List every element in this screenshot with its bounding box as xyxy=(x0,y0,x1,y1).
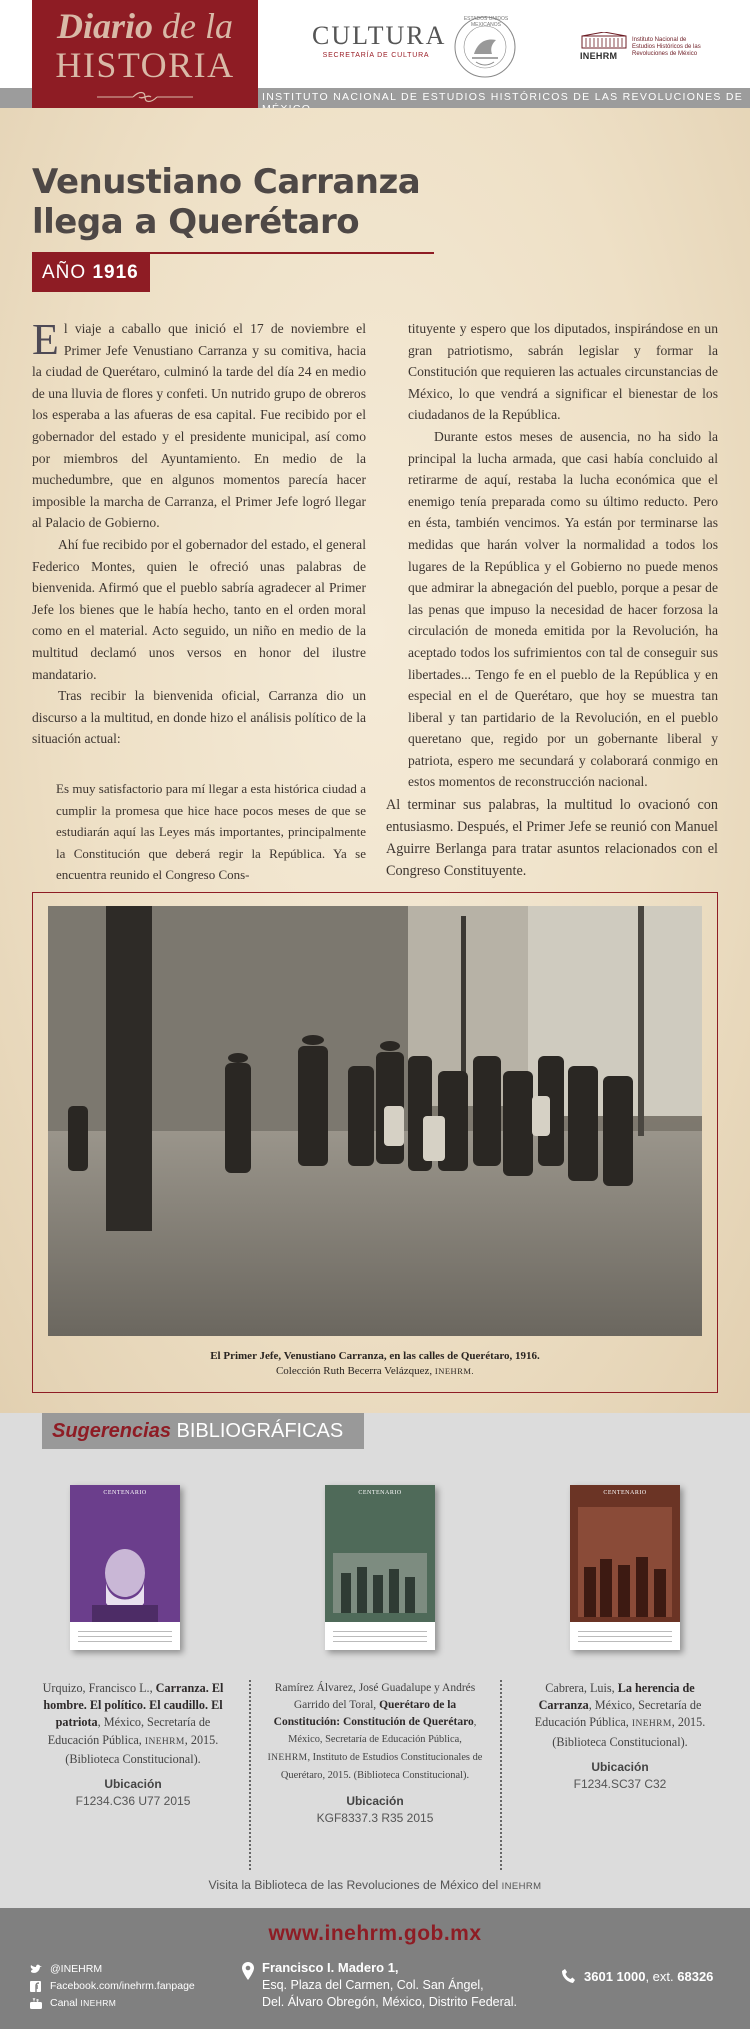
website-link[interactable]: www.inehrm.gob.mx xyxy=(268,1922,482,1945)
institute-band-text: INSTITUTO NACIONAL DE ESTUDIOS HISTÓRICOS DE LAS REVOLUCIONES DE xyxy=(262,91,744,103)
address-line-3: Del. Álvaro Obregón, México, Distrito Federal. xyxy=(262,1995,517,2009)
ornament-icon xyxy=(95,90,195,104)
crowd-photo-icon xyxy=(333,1553,427,1613)
suggestions-title-italic: Sugerencias xyxy=(52,1420,171,1442)
book-reference-2 xyxy=(266,1680,484,1826)
year-label: AÑO xyxy=(42,262,87,283)
cultura-logo-subtext: SECRETARÍA DE CULTURA xyxy=(322,52,430,59)
reference-3-citation: Cabrera, Luis, La herencia de Carranza, México, Secretaría de Educación Pública, INEHRM, 2015. (Biblioteca Constitucional). xyxy=(534,1681,706,1749)
article-title: Venustiano Carranza llega a Querétaro xyxy=(32,162,421,242)
address xyxy=(262,1959,517,2011)
book-cover-3-label: CENTENARIO xyxy=(603,1490,647,1496)
divider xyxy=(500,1680,502,1870)
reference-1-title[interactable]: Carranza. El hombre. El político. El caudillo. El patriota xyxy=(43,1681,224,1730)
book-reference-1 xyxy=(38,1680,228,1810)
book-reference-3 xyxy=(520,1680,720,1793)
twitter-icon xyxy=(30,1964,42,1975)
quote-part-2: tituyente y espero que los diputados, inspirándose en un gran patriotismo, sabrán legislar y formar la Constitución que requieren las actuales circunstancias de México, lo que vendrá a significar el bienestar de los ciudadanos de la República. xyxy=(408,321,718,423)
facebook-icon xyxy=(30,1981,42,1992)
quote-part-1: Es muy satisfactorio para mí llegar a esta histórica ciudad a cumplir la promesa que hice hace pocos meses de que se estudiarán aquí las Leyes más importantes, principalmente la Constitución que deberá regir la República. Ya se encuentra reunido el Congreso Cons- xyxy=(56,781,366,883)
book-cover-2[interactable] xyxy=(325,1485,435,1650)
portrait-icon xyxy=(92,1543,158,1622)
divider xyxy=(249,1680,251,1870)
visit-text: Visita la Biblioteca de las Revoluciones de México del xyxy=(208,1878,499,1892)
quote-part-3: Durante estos meses de ausencia, no ha sido la principal la lucha armada, que casi había concluido al retirarme de aquí, restaba la lucha económica que el enemigo tenía preparada como su último reducto. Pero en ésta, también vencimos. Ya están por terminarse las medidas que harán volver la normalidad a todos los lugares de la República y el Gobierno no puede menos que admirar la abnegación del pueblo, porque a pesar de las penas que impuso la necesidad de hacer forzosa la circulación de moneda emitida por la Revolución, ha aceptado todos los sufrimientos con tal de conseguir sus libertades... Tengo fe en el pueblo de la República y en especial en el de Querétaro, que hoy se muestra tan liberal y tan partidario de la Revolución, en el pueblo queretano que, regido por un gobernante liberal y patriota, espero me secundará y colaborará conmigo en estos momentos de reconstrucción nacional. xyxy=(408,428,718,790)
social-links xyxy=(30,1961,195,2012)
phone-number[interactable] xyxy=(566,1969,713,1984)
visit-inehrm: INEHRM xyxy=(501,1881,542,1892)
inehrm-logo-subtext: Instituto Nacional de Estudios Históricos de las Revoluciones de México xyxy=(632,37,701,57)
youtube-inehrm: INEHRM xyxy=(80,1998,117,2008)
masthead-dela: de la xyxy=(153,6,233,46)
book-cover-3-art xyxy=(570,1485,680,1622)
reference-1-location-label: Ubicación xyxy=(104,1777,162,1792)
book-cover-3-footer xyxy=(570,1622,680,1650)
suggestions-title-rest: BIBLIOGRÁFICAS xyxy=(170,1420,344,1442)
article-column-right xyxy=(408,318,718,793)
twitter-link[interactable] xyxy=(30,1961,195,1978)
youtube-link[interactable] xyxy=(30,1995,195,2012)
drop-cap: E xyxy=(32,315,59,364)
suggestions-title xyxy=(42,1413,364,1449)
facebook-url: Facebook.com/inehrm.fanpage xyxy=(50,1980,195,1992)
photo-caption xyxy=(32,1349,718,1379)
address-street: Francisco I. Madero 1, xyxy=(262,1960,399,1975)
reference-3-title[interactable]: La herencia de Carranza xyxy=(538,1681,695,1713)
youtube-label: Canal xyxy=(50,1997,78,2009)
reference-3-location: F1234.SC37 C32 xyxy=(573,1777,667,1792)
masthead-title-line2: HISTORIA xyxy=(55,45,235,85)
caption-credit-text: Colección Ruth Becerra Velázquez, xyxy=(275,1365,433,1377)
paragraph-2: Ahí fue recibido por el gobernador del estado, el general Federico Montes, quien le ofreció unas palabras de bienvenida. Afirmó que el pueblo sabría agradecer al Primer Jefe los bienes que le había hecho, tanto en el orden moral como en el material. Acto seguido, un niño en medio de la multitud declamó unos versos en honor del ilustre mandatario. xyxy=(32,536,366,682)
crowd-photo-icon xyxy=(578,1507,672,1617)
phone-ext-number: 68326 xyxy=(677,1969,714,1984)
inehrm-logo-text: INEHRM xyxy=(580,51,618,61)
closing-paragraph: Al terminar sus palabras, la multitud lo ovacionó con entusiasmo. Después, el Primer Jefe se reunió con Manuel Aguirre Berlanga para tratar asuntos relacionados con el Congreso Constituyente. xyxy=(386,797,718,879)
caption-credit-inehrm: INEHRM. xyxy=(434,1366,475,1376)
reference-1-location: F1234.C36 U77 2015 xyxy=(75,1794,191,1809)
reference-1-citation: Urquizo, Francisco L., Carranza. El hombre. El político. El caudillo. El patriota, México, Secretaría de Educación Pública, INEHRM, 2015. (Biblioteca Constitucional). xyxy=(42,1681,224,1766)
caption-title: El Primer Jefe, Venustiano Carranza, en las calles de Querétaro, 1916. xyxy=(210,1350,540,1362)
library-visit-note xyxy=(0,1878,750,1892)
cultura-logo-text: CULTURA xyxy=(312,21,447,50)
book-cover-2-footer xyxy=(325,1622,435,1650)
book-cover-2-label: CENTENARIO xyxy=(358,1490,402,1496)
phone-ext-label: , ext. xyxy=(645,1969,678,1984)
book-cover-3[interactable] xyxy=(570,1485,680,1650)
address-line-2: Esq. Plaza del Carmen, Col. San Ángel, xyxy=(262,1978,484,1992)
cultura-logo[interactable] xyxy=(312,21,447,59)
reference-3-location-label: Ubicación xyxy=(591,1759,649,1774)
reference-2-location-label: Ubicación xyxy=(346,1793,404,1808)
paragraph-1-text: l viaje a caballo que inició el 17 de noviembre el Primer Jefe Venustiano Carranza y su comitiva, hacia la ciudad de Querétaro, culminó la tarde del día 24 en medio de una lluvia de flores y confeti. Un nutrido grupo de obreros los esperaba a las afueras de esa capital. Fue recibido por el gobernador del estado y el presidente municipal, así como por miembros del Ayuntamiento. En medio de la muchedumbre, que en algunos momentos parecía hacer imposible la marcha de Carranza, el Primer Jefe logró llegar al Palacio de Gobierno. xyxy=(32,321,366,531)
reference-2-title[interactable]: Querétaro de la Constitución: Constitución de Querétaro xyxy=(273,1698,474,1728)
year-value: 1916 xyxy=(92,262,139,283)
book-cover-2-art xyxy=(325,1485,435,1622)
reference-2-citation: Ramírez Álvarez, José Guadalupe y Andrés Garrido del Toral, Querétaro de la Constitución: Constitución de Querétaro, México, Secretaría de Educación Pública, INEHRM, Instituto de Estudios Constitucionales de Querétaro, 2015. (Biblioteca Constitucional). xyxy=(267,1682,483,1781)
year-badge xyxy=(32,254,150,292)
reference-2-location: KGF8337.3 R35 2015 xyxy=(316,1810,434,1825)
paragraph-1 xyxy=(32,315,366,534)
phone-main: 3601 1000 xyxy=(584,1969,646,1984)
caption-credit xyxy=(32,1364,718,1379)
article-column-left xyxy=(32,315,366,750)
masthead-title-line1 xyxy=(32,6,258,46)
youtube-icon xyxy=(30,1998,42,2009)
book-cover-1[interactable] xyxy=(70,1485,180,1650)
facebook-link[interactable] xyxy=(30,1978,195,1995)
inehrm-logo[interactable] xyxy=(580,32,710,64)
book-cover-1-art xyxy=(70,1485,180,1622)
book-cover-1-label: CENTENARIO xyxy=(103,1490,147,1496)
paragraph-3: Tras recibir la bienvenida oficial, Carranza dio un discurso a la multitud, en donde hizo el análisis político de la situación actual: xyxy=(32,688,366,747)
book-cover-1-footer xyxy=(70,1622,180,1650)
location-pin-icon xyxy=(242,1962,254,1980)
seal-text: ESTADOS UNIDOS MEXICANOS xyxy=(463,16,509,28)
historical-photo[interactable] xyxy=(48,906,702,1336)
twitter-handle: @INEHRM xyxy=(50,1963,103,1975)
masthead-diario: Diario xyxy=(57,6,154,46)
